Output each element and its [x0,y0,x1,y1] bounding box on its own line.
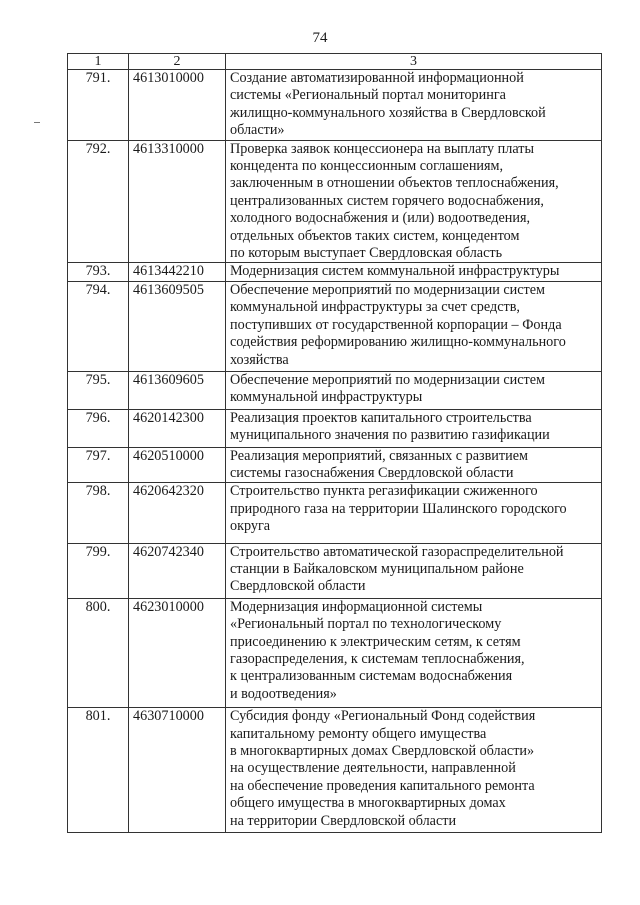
row-code: 4613010000 [129,70,226,141]
description-line: Проверка заявок концессионера на выплату платы [230,140,534,157]
row-code: 4620510000 [129,447,226,483]
row-number: 799. [68,543,129,598]
description-line: Субсидия фонду «Региональный Фонд содействия [230,708,536,725]
row-code: 4620642320 [129,483,226,543]
description-line: жилищно-коммунального хозяйства в Свердловской [230,104,546,121]
description-line: Модернизация информационной системы [230,598,483,615]
table-row [68,447,602,483]
description-line: поступивших от государственной корпорации – Фонда [230,316,562,333]
description-line: капитальному ремонту общего имущества [230,725,487,742]
description-line: и водоотведения» [230,685,337,702]
description-line: коммунальной инфраструктуры за счет средств, [230,299,520,316]
description-line: Модернизация систем коммунальной инфраструктуры [230,263,560,280]
row-code: 4620742340 [129,543,226,598]
table-row [68,70,602,141]
row-description [226,483,602,543]
description-line: хозяйства [230,351,289,368]
table-row [68,409,602,447]
description-line: холодного водоснабжения и (или) водоотведения, [230,210,531,227]
description-line: станции в Байкаловском муниципальном районе [230,560,524,577]
table-header-row [68,54,602,70]
row-description [226,409,602,447]
description-line: к централизованным системам водоснабжения [230,668,513,685]
description-line: общего имущества в многоквартирных домах [230,795,506,812]
description-line: по которым выступает Свердловская область [230,245,503,262]
description-line: Свердловской области [230,578,366,595]
table-row [68,543,602,598]
column-header-code: 2 [129,54,226,70]
table-body [68,70,602,833]
scan-mark [34,122,40,123]
table-row [68,371,602,409]
row-number: 801. [68,708,129,833]
table-row [68,598,602,707]
description-line: Строительство пункта регазификации сжиженного [230,483,538,500]
description-line: газораспределения, к системам теплоснабжения, [230,651,525,667]
description-line: в многоквартирных домах Свердловской области» [230,743,535,760]
document-table [67,53,602,833]
description-line: содействия реформированию жилищно-коммунального [230,334,566,351]
column-header-number: 1 [68,54,129,70]
description-line: на обеспечение проведения капитального ремонта [230,777,535,794]
row-code: 4613442210 [129,263,226,281]
table-row [68,140,602,263]
description-line: отдельных объектов таких систем, концедентом [230,227,520,244]
description-line: коммунальной инфраструктуры [230,389,423,406]
description-line: округа [230,518,271,535]
row-number: 793. [68,263,129,281]
row-description [226,598,602,707]
table-row [68,708,602,833]
description-line: присоединению к электрическим сетям, к сетям [230,633,521,650]
description-line: централизованных систем горячего водоснабжения, [230,192,544,209]
row-number: 800. [68,598,129,707]
description-line: концедента по концессионным соглашениям, [230,158,504,175]
column-header-description: 3 [226,54,602,70]
description-line: области» [230,122,285,139]
row-number: 795. [68,371,129,409]
row-description [226,263,602,281]
row-code: 4623010000 [129,598,226,707]
row-number: 798. [68,483,129,543]
row-description [226,371,602,409]
table-row [68,281,602,371]
row-description [226,543,602,598]
row-code: 4620142300 [129,409,226,447]
description-line: Строительство автоматической газораспределительной [230,543,564,560]
description-line: муниципального значения по развитию газификации [230,427,550,444]
table-row [68,483,602,543]
row-code: 4630710000 [129,708,226,833]
page-number: 74 [312,30,328,46]
description-line: Создание автоматизированной информационной [230,70,524,86]
description-line: на осуществление деятельности, направленной [230,760,516,777]
description-line: заключенным в отношении объектов теплоснабжения, [230,175,559,192]
table-row [68,263,602,281]
description-line: системы «Региональный портал мониторинга [230,87,506,104]
description-line: Обеспечение мероприятий по модернизации систем [230,371,545,388]
row-number: 796. [68,409,129,447]
row-number: 792. [68,140,129,263]
row-description [226,447,602,483]
row-code: 4613609505 [129,281,226,371]
description-line: Реализация мероприятий, связанных с развитием [230,447,528,464]
description-line: Обеспечение мероприятий по модернизации систем [230,281,545,298]
row-code: 4613310000 [129,140,226,263]
row-number: 791. [68,70,129,141]
description-line: на территории Свердловской области [230,812,457,829]
description-line: системы газоснабжения Свердловской области [230,464,514,481]
description-line: Реализация проектов капитального строительства [230,409,532,426]
row-description [226,70,602,141]
row-description [226,281,602,371]
row-number: 794. [68,281,129,371]
row-description [226,140,602,263]
row-code: 4613609605 [129,371,226,409]
description-line: «Региональный портал по технологическому [230,616,502,633]
description-line: природного газа на территории Шалинского городского [230,500,567,517]
row-number: 797. [68,447,129,483]
row-description [226,708,602,833]
